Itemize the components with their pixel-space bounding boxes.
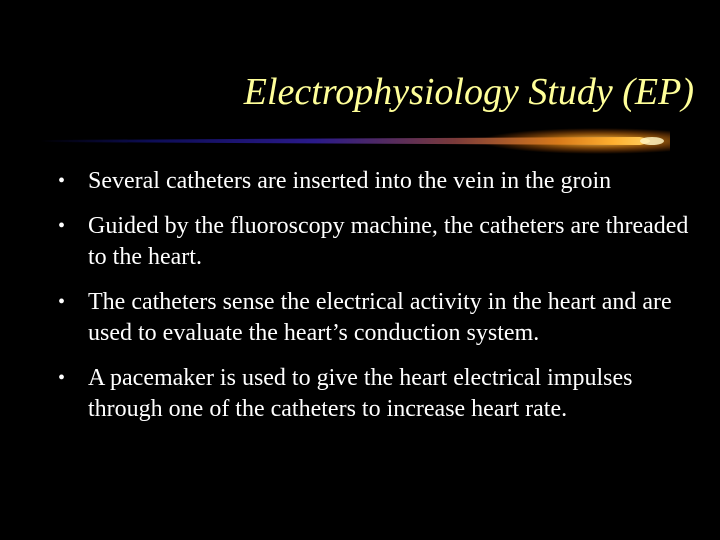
bullet-item	[0, 363, 720, 425]
slide-title: Electrophysiology Study (EP)	[243, 71, 694, 113]
bullet-symbol: •	[58, 215, 66, 237]
bullet-text: Guided by the fluoroscopy machine, the catheters are threaded to the heart.	[88, 213, 689, 270]
bullet-symbol: •	[58, 170, 66, 192]
bullet-text: The catheters sense the electrical activity in the heart and are used to evaluate the heart’s conduction system.	[88, 289, 672, 346]
bullet-item	[0, 166, 720, 197]
bullet-symbol: •	[58, 291, 66, 313]
bullet-text: A pacemaker is used to give the heart electrical impulses through one of the catheters to increase heart rate.	[88, 365, 633, 422]
bullet-text: Several catheters are inserted into the vein in the groin	[88, 168, 612, 194]
bullet-symbol: •	[58, 367, 66, 389]
title-underline-glow	[40, 128, 670, 154]
bullet-item	[0, 211, 720, 273]
bullet-item	[0, 287, 720, 349]
bullet-list	[0, 166, 720, 439]
